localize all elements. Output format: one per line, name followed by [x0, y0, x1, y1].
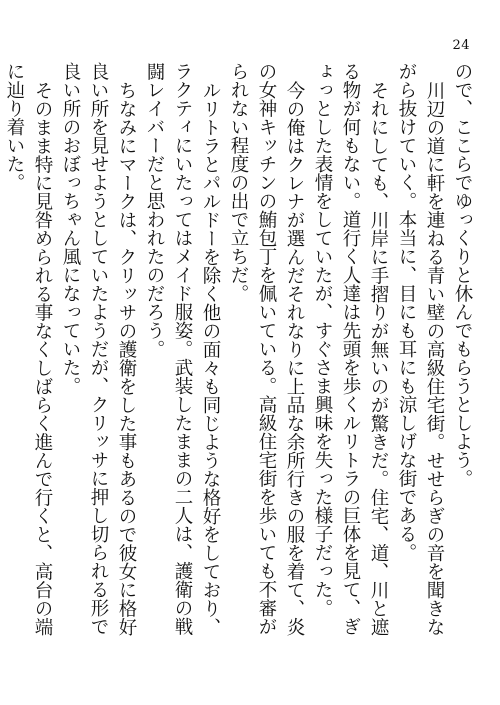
paragraph-3: それにしても、川岸に手摺りが無いのが驚きだ。住宅、道、川と遮る物が何もない。道行く人達は先頭を歩くルリトラの巨体を見て、ぎょっとした表情をしていたが、すぐさま興味を失った様子だった。	[312, 62, 389, 636]
paragraph-2: 川辺の道に軒を連ねる青い壁の高級住宅街。せせらぎの音を聞きながら抜けていく。本当に、目にも耳にも涼しげな街である。	[396, 62, 445, 636]
novel-body-text	[4, 62, 476, 642]
paragraph-4: 今の俺はクレナが選んだそれなりに上品な余所行きの服を着て、炎の女神キッチンの鮪包丁を佩いている。高級住宅街を歩いても不審がられない程度の出で立ちだ。	[228, 62, 305, 636]
page-number: 24	[452, 38, 470, 53]
paragraph-7: そのまま特に見咎められる事なくしばらく進んで行くと、高台の端に辿り着いた。	[4, 62, 53, 636]
paragraph-6: ちなみにマークは、クリッサの護衛をした事もあるので彼女に格好良い所を見せようとしていたようだが、クリッサに押し切られる形で良い所のおぼっちゃん風になっていた。	[60, 62, 137, 636]
paragraph-5: ルリトラとパルドーを除く他の面々も同じような格好をしており、ラクティにいたってはメイド服姿。武装したままの二人は、護衛の戦闘レイバーだと思われたのだろう。	[144, 62, 221, 636]
paragraph-1: ので、ここらでゆっくりと休んでもらうとしよう。	[452, 62, 473, 488]
